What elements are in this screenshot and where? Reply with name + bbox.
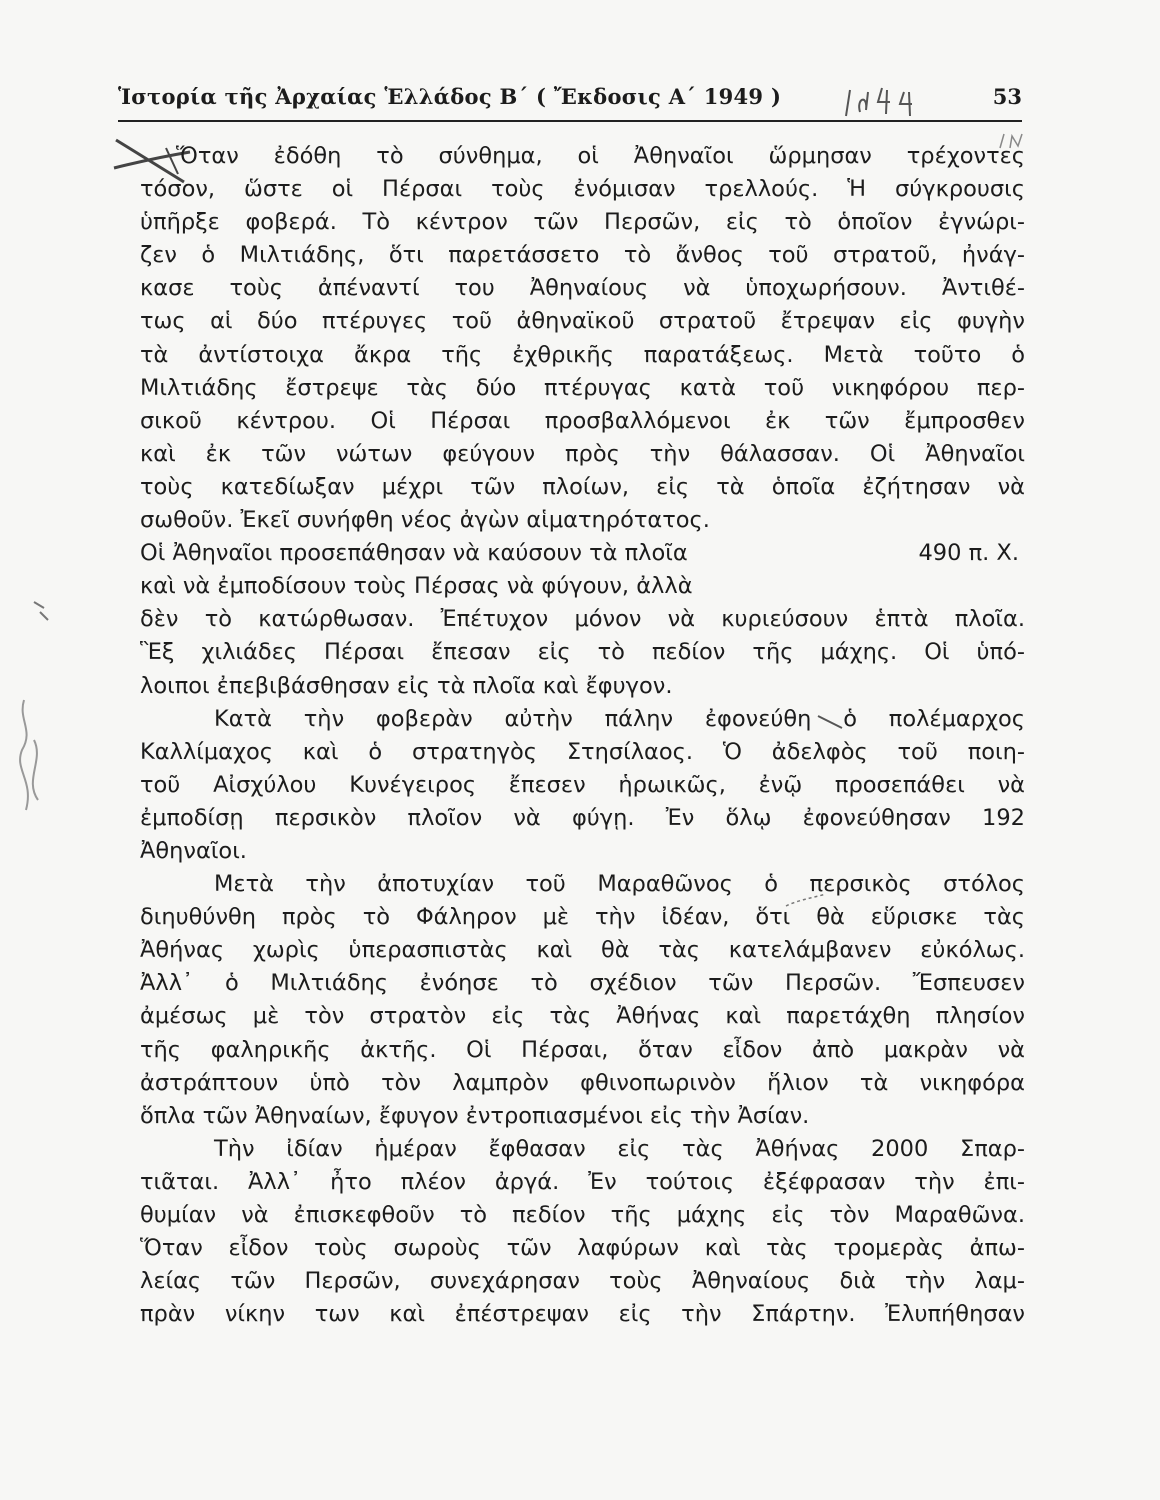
text-line: πρὰν νίκην των καὶ ἐπέστρεψαν εἰς τὴν Σπάρτην. Ἐλυπήθησαν [140,1301,1025,1328]
text-line: τόσον, ὥστε οἱ Πέρσαι τοὺς ἐνόμισαν τρελλούς. Ἡ σύγκρουσις [140,176,1025,203]
text-line: Ἀλλ᾽ ὁ Μιλτιάδης ἐνόησε τὸ σχέδιον τῶν Περσῶν. Ἔσπευσεν [140,970,1025,997]
text-line: Τὴν ἰδίαν ἡμέραν ἔφθασαν εἰς τὰς Ἀθήνας 2000 Σπαρ- [214,1135,1025,1162]
text-line: Ἓξ χιλιάδες Πέρσαι ἔπεσαν εἰς τὸ πεδίον τῆς μάχης. Οἱ ὑπό- [140,639,1025,666]
text-line: Καλλίμαχος καὶ ὁ στρατηγὸς Στησίλαος. Ὁ ἀδελφὸς τοῦ ποιη- [140,738,1025,765]
text-line: ἀστράπτουν ὑπὸ τὸν λαμπρὸν φθινοπωρινὸν ἥλιον τὰ νικηφόρα [140,1069,1025,1096]
text-line: ζεν ὁ Μιλτιάδης, ὅτι παρετάσσετο τὸ ἄνθος τοῦ στρατοῦ, ἠνάγ- [140,242,1025,269]
text-line: καὶ ἐκ τῶν νώτων φεύγουν πρὸς τὴν θάλασσαν. Οἱ Ἀθηναῖοι [140,440,1025,467]
text-line: κασε τοὺς ἀπέναντί του Ἀθηναίους νὰ ὑποχωρήσουν. Ἀντιθέ- [140,275,1025,302]
text-line: Ὅταν ἐδόθη τὸ σύνθημα, οἱ Ἀθηναῖοι ὥρμησαν τρέχοντες [176,143,1025,169]
header-title: Ἱστορία τῆς Ἀρχαίας Ἑλλάδος Β΄ ( Ἔκδοσις Α΄ 1949 ) [118,84,782,109]
text-line: Μετὰ τὴν ἀποτυχίαν τοῦ Μαραθῶνος ὁ περσικὸς στόλος [214,871,1025,898]
marginal-date: 490 π. Χ. [918,540,1019,567]
text-line: Μιλτιάδης ἔστρεψε τὰς δύο πτέρυγας κατὰ τοῦ νικηφόρου περ- [140,374,1025,401]
text-line: Ὅταν εἶδον τοὺς σωροὺς τῶν λαφύρων καὶ τὰς τρομερὰς ἀπω- [140,1235,1025,1262]
running-header [118,84,1022,114]
text-line: θυμίαν νὰ ἐπισκεφθοῦν τὸ πεδίον τῆς μάχης εἰς τὸν Μαραθῶνα. [140,1202,1025,1228]
text-line: Κατὰ τὴν φοβερὰν αὐτὴν πάλην ἐφονεύθη ὁ πολέμαρχος [214,705,1025,732]
main-text-block [140,140,1025,1331]
text-line: τῆς φαληρικῆς ἀκτῆς. Οἱ Πέρσαι, ὅταν εἶδον ἀπὸ μακρὰν νὰ [140,1036,1025,1063]
text-line: δὲν τὸ κατώρθωσαν. Ἐπέτυχον μόνον νὰ κυριεύσουν ἑπτὰ πλοῖα. [140,606,1025,633]
text-line: τιᾶται. Ἀλλ᾽ ἦτο πλέον ἀργά. Ἐν τούτοις ἐξέφρασαν τὴν ἐπι- [140,1168,1025,1195]
text-line: ἐμποδίσῃ περσικὸν πλοῖον νὰ φύγῃ. Ἐν ὅλῳ ἐφονεύθησαν 192 [140,804,1025,831]
text-line: τοῦ Αἰσχύλου Κυνέγειρος ἔπεσεν ἡρωικῶς, ἐνῷ προσεπάθει νὰ [140,771,1025,798]
text-line: σωθοῦν. Ἐκεῖ συνήφθη νέος ἀγὼν αἱματηρότατος. [140,507,710,534]
text-line: λοιποι ἐπεβιβάσθησαν εἰς τὰ πλοῖα καὶ ἔφυγον. [140,672,673,699]
text-line: τως αἱ δύο πτέρυγες τοῦ ἀθηναϊκοῦ στρατοῦ ἔτρεψαν εἰς φυγὴν [140,308,1025,335]
page-number: 53 [992,84,1022,109]
text-line: ὑπῆρξε φοβερά. Τὸ κέντρον τῶν Περσῶν, εἰς τὸ ὁποῖον ἐγνώρι- [140,209,1025,236]
text-line: καὶ νὰ ἐμποδίσουν τοὺς Πέρσας νὰ φύγουν, ἀλλὰ [140,573,693,600]
text-line: Ἀθηναῖοι. [140,837,247,864]
text-line: τοὺς κατεδίωξαν μέχρι τῶν πλοίων, εἰς τὰ ὁποῖα ἐζήτησαν νὰ [140,473,1025,500]
dated-line [140,537,1025,570]
text-line: τὰ ἀντίστοιχα ἄκρα τῆς ἐχθρικῆς παρατάξεως. Μετὰ τοῦτο ὁ [140,341,1025,368]
text-line: ὅπλα τῶν Ἀθηναίων, ἔφυγον ἐντροπιασμένοι εἰς τὴν Ἀσίαν. [140,1102,810,1129]
text-line: σικοῦ κέντρου. Οἱ Πέρσαι προσβαλλόμενοι ἐκ τῶν ἔμπροσθεν [140,407,1025,434]
dated-line-text: Οἱ Ἀθηναῖοι προσεπάθησαν νὰ καύσουν τὰ πλοῖα [140,540,688,567]
text-line: ἀμέσως μὲ τὸν στρατὸν εἰς τὰς Ἀθήνας καὶ παρετάχθη πλησίον [140,1003,1025,1030]
text-line: λείας τῶν Περσῶν, συνεχάρησαν τοὺς Ἀθηναίους διὰ τὴν λαμ- [140,1268,1025,1295]
header-rule [118,120,1022,122]
left-margin-scribble [4,590,64,850]
text-line: διηυθύνθη πρὸς τὸ Φάληρον μὲ τὴν ἰδέαν, ὅτι θὰ εὕρισκε τὰς [140,904,1025,931]
text-line: Ἀθήνας χωρὶς ὑπερασπιστὰς καὶ θὰ τὰς κατελάμβανεν εὐκόλως. [140,937,1025,964]
